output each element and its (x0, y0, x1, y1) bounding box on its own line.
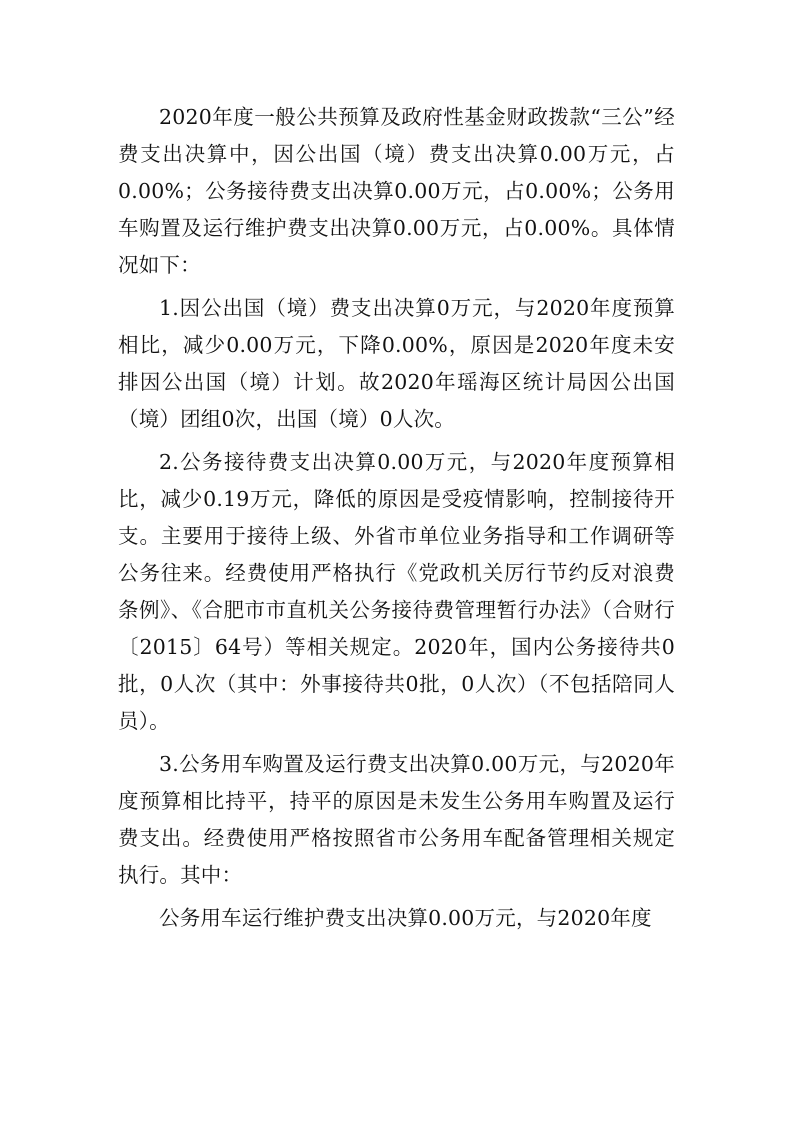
paragraph-overseas-travel: 1.因公出国（境）费支出决算0万元，与2020年度预算相比，减少0.00万元，下降0.00%，原因是2020年度未安排因公出国（境）计划。故2020年瑶海区统计局因公出国（境）团组0次，出国（境）0人次。 (118, 296, 675, 431)
paragraph-official-vehicles: 3.公务用车购置及运行费支出决算0.00万元，与2020年度预算相比持平，持平的原因是未发生公务用车购置及运行费支出。经费使用严格按照省市公务用车配备管理相关规定执行。其中： (118, 752, 675, 887)
paragraph-summary: 2020年度一般公共预算及政府性基金财政拨款“三公”经费支出决算中，因公出国（境）费支出决算0.00万元，占0.00%；公务接待费支出决算0.00万元，占0.00%；公务用车购置及运行维护费支出决算0.00万元，占0.00%。具体情况如下： (118, 105, 675, 277)
document-body (118, 99, 675, 937)
paragraph-vehicle-operation: 公务用车运行维护费支出决算0.00万元，与2020年度 (159, 906, 652, 930)
paragraph-official-reception: 2.公务接待费支出决算0.00万元，与2020年度预算相比，减少0.19万元，降低的原因是受疫情影响，控制接待开支。主要用于接待上级、外省市单位业务指导和工作调研等公务往来。经费使用严格执行《党政机关厉行节约反对浪费条例》、《合肥市市直机关公务接待费管理暂行办法》（合财行〔2015〕64号）等相关规定。2020年，国内公务接待共0批，0人次（其中：外事接待共0批，0人次）（不包括陪同人员）。 (118, 450, 675, 733)
